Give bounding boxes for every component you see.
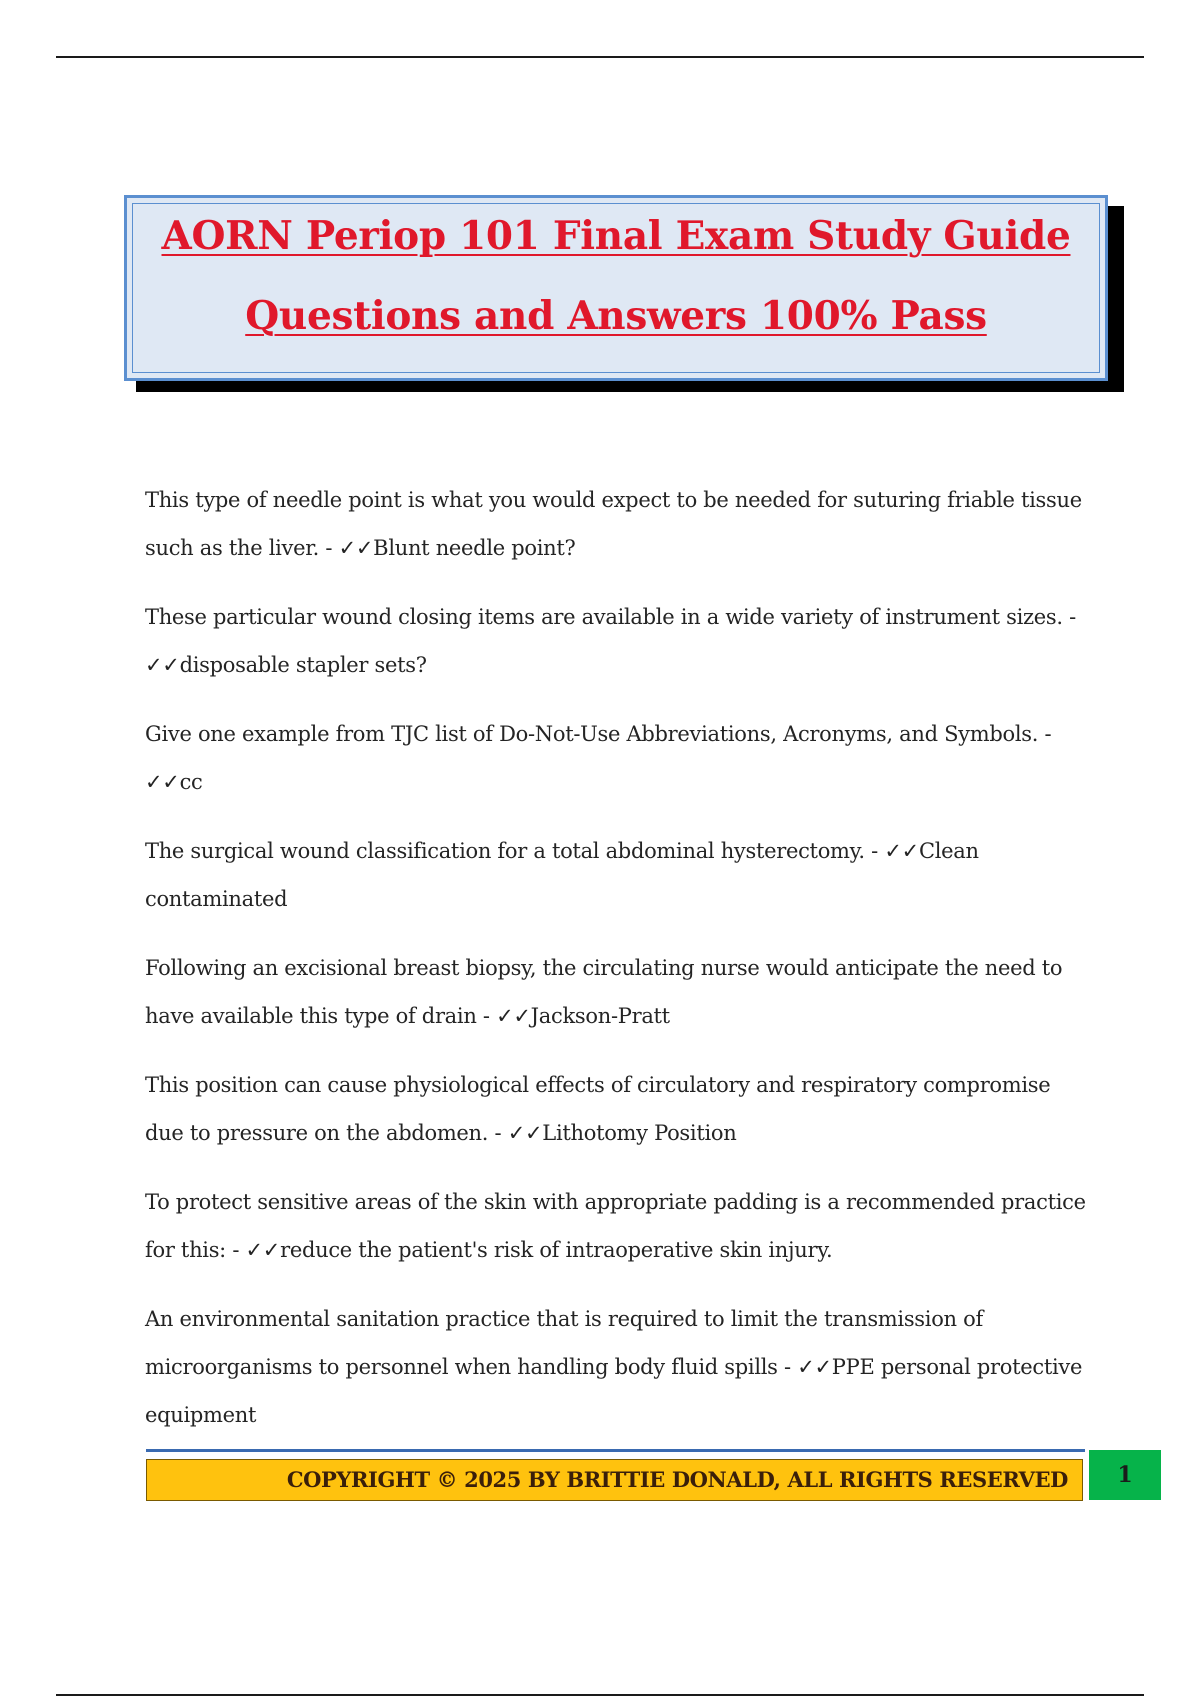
qa-item (145, 710, 1090, 806)
answer-text: ✓✓Jackson-Pratt (496, 1004, 670, 1028)
page-number-box (1089, 1450, 1161, 1500)
page-number: 1 (1117, 1462, 1133, 1488)
question-text: These particular wound closing items are available in a wide variety of instrument sizes. - (145, 605, 1076, 629)
answer-text: ✓✓cc (145, 770, 203, 794)
answer-text: ✓✓reduce the patient's risk of intraoperative skin injury. (245, 1238, 833, 1262)
answer-text: ✓✓Blunt needle point? (338, 536, 576, 560)
qa-item (145, 1295, 1090, 1439)
question-text: Following an excisional breast biopsy, the circulating nurse would anticipate the need to have available this type of drain - (145, 956, 1063, 1028)
question-text: This position can cause physiological effects of circulatory and respiratory compromise due to pressure on the abdomen. - (145, 1073, 1051, 1145)
question-text: This type of needle point is what you would expect to be needed for suturing friable tissue such as the liver. - (145, 488, 1082, 560)
copyright-text: COPYRIGHT © 2025 BY BRITTIE DONALD, ALL RIGHTS RESERVED (286, 1467, 1068, 1492)
document-title-line-1: AORN Periop 101 Final Exam Study Guide (161, 213, 1071, 259)
qa-item (145, 827, 1090, 923)
qa-item (145, 944, 1090, 1040)
copyright-bar (146, 1459, 1083, 1501)
question-text: The surgical wound classification for a total abdominal hysterectomy. - (145, 839, 885, 863)
qa-item (145, 1178, 1090, 1274)
question-text: Give one example from TJC list of Do-Not-Use Abbreviations, Acronyms, and Symbols. - (145, 722, 1052, 746)
title-box (124, 195, 1108, 381)
question-text: To protect sensitive areas of the skin with appropriate padding is a recommended practice for this: - (145, 1190, 1086, 1262)
answer-text: ✓✓disposable stapler sets? (145, 653, 427, 677)
answer-text: ✓✓PPE personal protective equipment (145, 1355, 1083, 1427)
bottom-rule (56, 1694, 1144, 1696)
qa-item (145, 1061, 1090, 1157)
footer-rule (146, 1449, 1085, 1452)
answer-text: ✓✓Lithotomy Position (507, 1121, 737, 1145)
question-text: An environmental sanitation practice that is required to limit the transmission of microorganisms to personnel when handling body fluid spills - (145, 1307, 983, 1379)
answer-text: ✓✓Clean contaminated (145, 839, 979, 911)
document-title-line-2: Questions and Answers 100% Pass (245, 293, 987, 339)
top-rule (56, 56, 1144, 58)
qa-list (145, 455, 1090, 1453)
qa-item (145, 476, 1090, 572)
qa-item (145, 593, 1090, 689)
